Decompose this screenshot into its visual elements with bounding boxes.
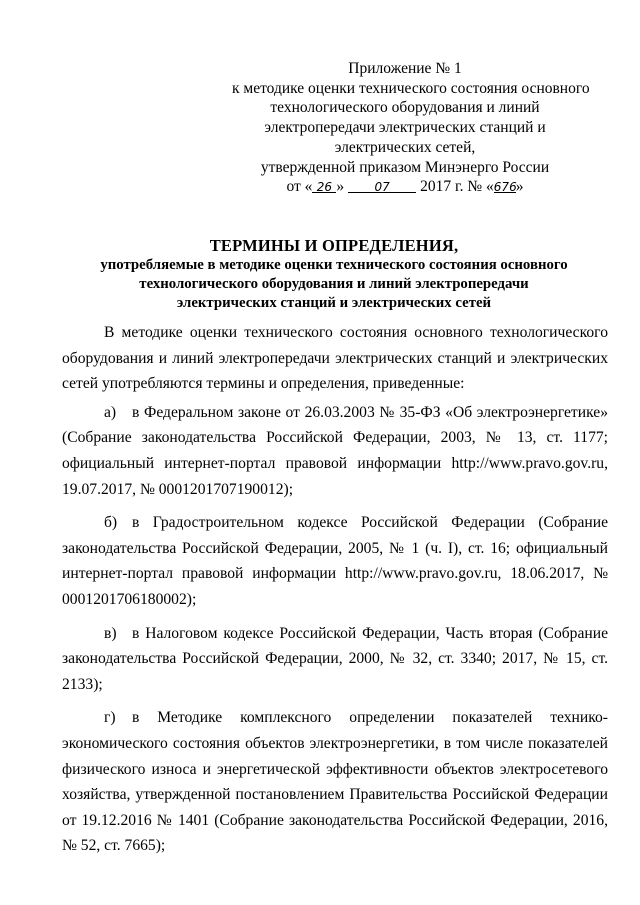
handwritten-order-number: 676	[493, 180, 517, 195]
appendix-line: к методике оценки технического состояния основного	[232, 79, 590, 97]
appendix-line: электропередачи электрических станций и	[264, 119, 546, 137]
title-subtitle: употребляемые в методике оценки технического состояния основного	[100, 257, 568, 273]
appendix-number: Приложение № 1	[348, 60, 462, 77]
list-item-text: в Методике комплексного определении показателей технико-экономического состояния объектов электроэнергетики, в том числе показателей физического износа и энергетической эффективности объектов электросетевого хозяйства, утвержденной постановлением Правительства Российской Федерации от 19.12.2016 № 1401 (Собрание законодательства Российской Федерации, 2016, № 52, ст. 7665);	[62, 709, 608, 855]
list-item-text: в Налоговом кодексе Российской Федерации, Часть вторая (Собрание законодательства Российской Федерации, 2000, № 32, ст. 3340; 2017, № 15, ст. 2133);	[62, 624, 608, 693]
document-body	[62, 320, 608, 867]
list-marker: б)	[104, 514, 118, 532]
appendix-header	[232, 59, 590, 197]
list-marker: а)	[104, 403, 117, 421]
handwritten-month: 07	[348, 180, 416, 194]
document-title	[60, 235, 608, 313]
date-close: »	[515, 178, 524, 196]
title-main: ТЕРМИНЫ И ОПРЕДЕЛЕНИЯ,	[209, 236, 459, 255]
list-marker: в)	[104, 624, 117, 642]
list-item-text: в Градостроительном кодексе Российской Федерации (Собрание законодательства Российской Федерации, 2005, № 1 (ч. I), ст. 16; официальный интернет-портал правовой информации http://www.pravo.gov.ru, 18.06.2017, № 0001201706180002);	[62, 514, 608, 608]
list-marker: г)	[104, 709, 116, 727]
appendix-line: технологического оборудования и линий	[270, 99, 540, 117]
list-item	[62, 705, 608, 859]
list-item	[62, 400, 608, 502]
date-year: 2017 г. № «	[420, 178, 494, 196]
approval-date-line	[232, 177, 578, 197]
title-subtitle: технологического оборудования и линий электропередачи	[139, 276, 529, 292]
list-item	[62, 510, 608, 612]
appendix-line: утвержденной приказом Минэнерго России	[260, 158, 550, 176]
list-item-text: в Федеральном законе от 26.03.2003 № 35-ФЗ «Об электроэнергетике» (Собрание законодательства Российской Федерации, 2003, № 13, ст. 1177; официальный интернет-портал правовой информации http://www.pravo.gov.ru, 19.07.2017, № 0001201707190012);	[62, 403, 608, 498]
date-prefix: от «	[286, 178, 313, 196]
title-subtitle: электрических станций и электрических сетей	[176, 295, 492, 311]
list-item	[62, 621, 608, 698]
intro-paragraph: В методике оценки технического состояния основного технологического оборудования и линий электропередачи электрических станций и электрических сетей употребляются термины и определения, приведенные:	[62, 324, 608, 393]
date-mid: »	[336, 178, 345, 196]
handwritten-day: 26	[312, 180, 336, 194]
appendix-line: электрических сетей,	[334, 138, 476, 156]
